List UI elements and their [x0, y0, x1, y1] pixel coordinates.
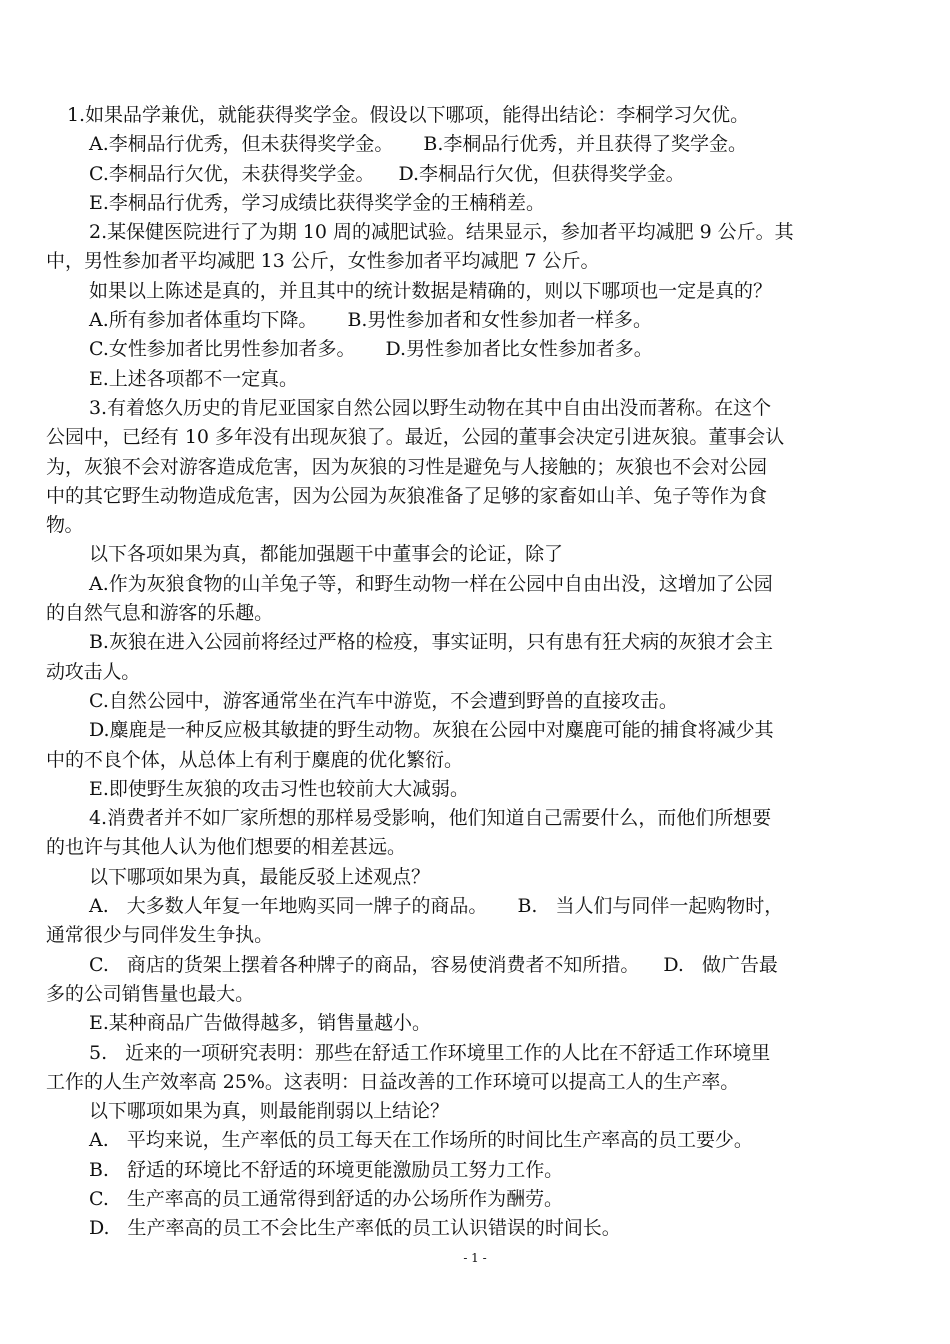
- text-line: 如果以上陈述是真的，并且其中的统计数据是精确的，则以下哪项也一定是真的？: [89, 279, 773, 302]
- text-line: A.李桐品行优秀，但未获得奖学金。 B.李桐品行优秀，并且获得了奖学金。: [89, 133, 747, 156]
- text-line: 4.消费者并不如厂家所想的那样易受影响，他们知道自己需要什么，而他们所想要: [89, 807, 772, 830]
- text-line: 的也许与其他人认为他们想要的相差甚远。: [46, 836, 407, 859]
- text-line: 工作的人生产效率高 25%。这表明：日益改善的工作环境可以提高工人的生产率。: [46, 1070, 740, 1093]
- text-line: 以下各项如果为真，都能加强题干中董事会的论证，除了: [89, 543, 564, 566]
- text-line: C.李桐品行欠优，未获得奖学金。 D.李桐品行欠优，但获得奖学金。: [89, 162, 685, 185]
- text-line: 5. 近来的一项研究表明：那些在舒适工作环境里工作的人比在不舒适工作环境里: [89, 1041, 771, 1064]
- text-line: 的自然气息和游客的乐趣。: [46, 602, 274, 625]
- text-line: 多的公司销售量也最大。: [46, 982, 255, 1005]
- page-number: - 1 -: [463, 1251, 487, 1265]
- text-line: 以下哪项如果为真，最能反驳上述观点？: [89, 865, 431, 888]
- text-line: 为，灰狼不会对游客造成危害，因为灰狼的习性是避免与人接触的；灰狼也不会对公园: [46, 455, 768, 478]
- text-line: 中的其它野生动物造成危害，因为公园为灰狼准备了足够的家畜如山羊、兔子等作为食: [46, 484, 768, 507]
- text-line: 物。: [46, 514, 84, 537]
- text-line: E.即使野生灰狼的攻击习性也较前大大减弱。: [89, 777, 469, 800]
- text-line: 中，男性参加者平均减肥 13 公斤，女性参加者平均减肥 7 公斤。: [46, 250, 600, 273]
- text-line: E.某种商品广告做得越多，销售量越小。: [89, 1012, 431, 1035]
- document-body: [46, 101, 906, 1244]
- text-line: A.所有参加者体重均下降。 B.男性参加者和女性参加者一样多。: [89, 309, 652, 332]
- text-line: E.李桐品行优秀，学习成绩比获得奖学金的王楠稍差。: [89, 191, 545, 214]
- text-line: 中的不良个体，从总体上有利于麋鹿的优化繁衍。: [46, 748, 464, 771]
- text-line: D.麋鹿是一种反应极其敏捷的野生动物。灰狼在公园中对麋鹿可能的捕食将减少其: [89, 719, 774, 742]
- text-line: 3.有着悠久历史的肯尼亚国家自然公园以野生动物在其中自由出没而著称。在这个: [89, 396, 772, 419]
- text-line: 以下哪项如果为真，则最能削弱以上结论？: [89, 1100, 450, 1123]
- text-line: C. 生产率高的员工通常得到舒适的办公场所作为酬劳。: [89, 1187, 564, 1210]
- text-line: A.作为灰狼食物的山羊兔子等，和野生动物一样在公园中自由出没，这增加了公园: [89, 572, 773, 595]
- text-line: B.灰狼在进入公园前将经过严格的检疫，事实证明，只有患有狂犬病的灰狼才会主: [89, 631, 774, 654]
- text-line: E.上述各项都不一定真。: [89, 367, 298, 390]
- text-line: B. 舒适的环境比不舒适的环境更能激励员工努力工作。: [89, 1158, 564, 1181]
- text-line: 通常很少与同伴发生争执。: [46, 924, 274, 947]
- text-line: 公园中，已经有 10 多年没有出现灰狼了。最近，公园的董事会决定引进灰狼。董事会认: [46, 426, 785, 449]
- text-line: D. 生产率高的员工不会比生产率低的员工认识错误的时间长。: [89, 1217, 621, 1240]
- text-line: A. 平均来说，生产率低的员工每天在工作场所的时间比生产率高的员工要少。: [89, 1129, 753, 1152]
- text-line: 动攻击人。: [46, 660, 141, 683]
- text-line: A. 大多数人年复一年地购买同一牌子的商品。 B. 当人们与同伴一起购物时，: [89, 895, 784, 918]
- text-line: 1.如果品学兼优，就能获得奖学金。假设以下哪项，能得出结论：李桐学习欠优。: [67, 104, 750, 126]
- text-line: C. 商店的货架上摆着各种牌子的商品，容易使消费者不知所措。 D. 做广告最: [89, 953, 778, 976]
- text-line: C.女性参加者比男性参加者多。 D.男性参加者比女性参加者多。: [89, 338, 653, 361]
- text-line: 2.某保健医院进行了为期 10 周的减肥试验。结果显示，参加者平均减肥 9 公斤。其: [89, 221, 794, 244]
- text-line: C.自然公园中，游客通常坐在汽车中游览，不会遭到野兽的直接攻击。: [89, 689, 678, 712]
